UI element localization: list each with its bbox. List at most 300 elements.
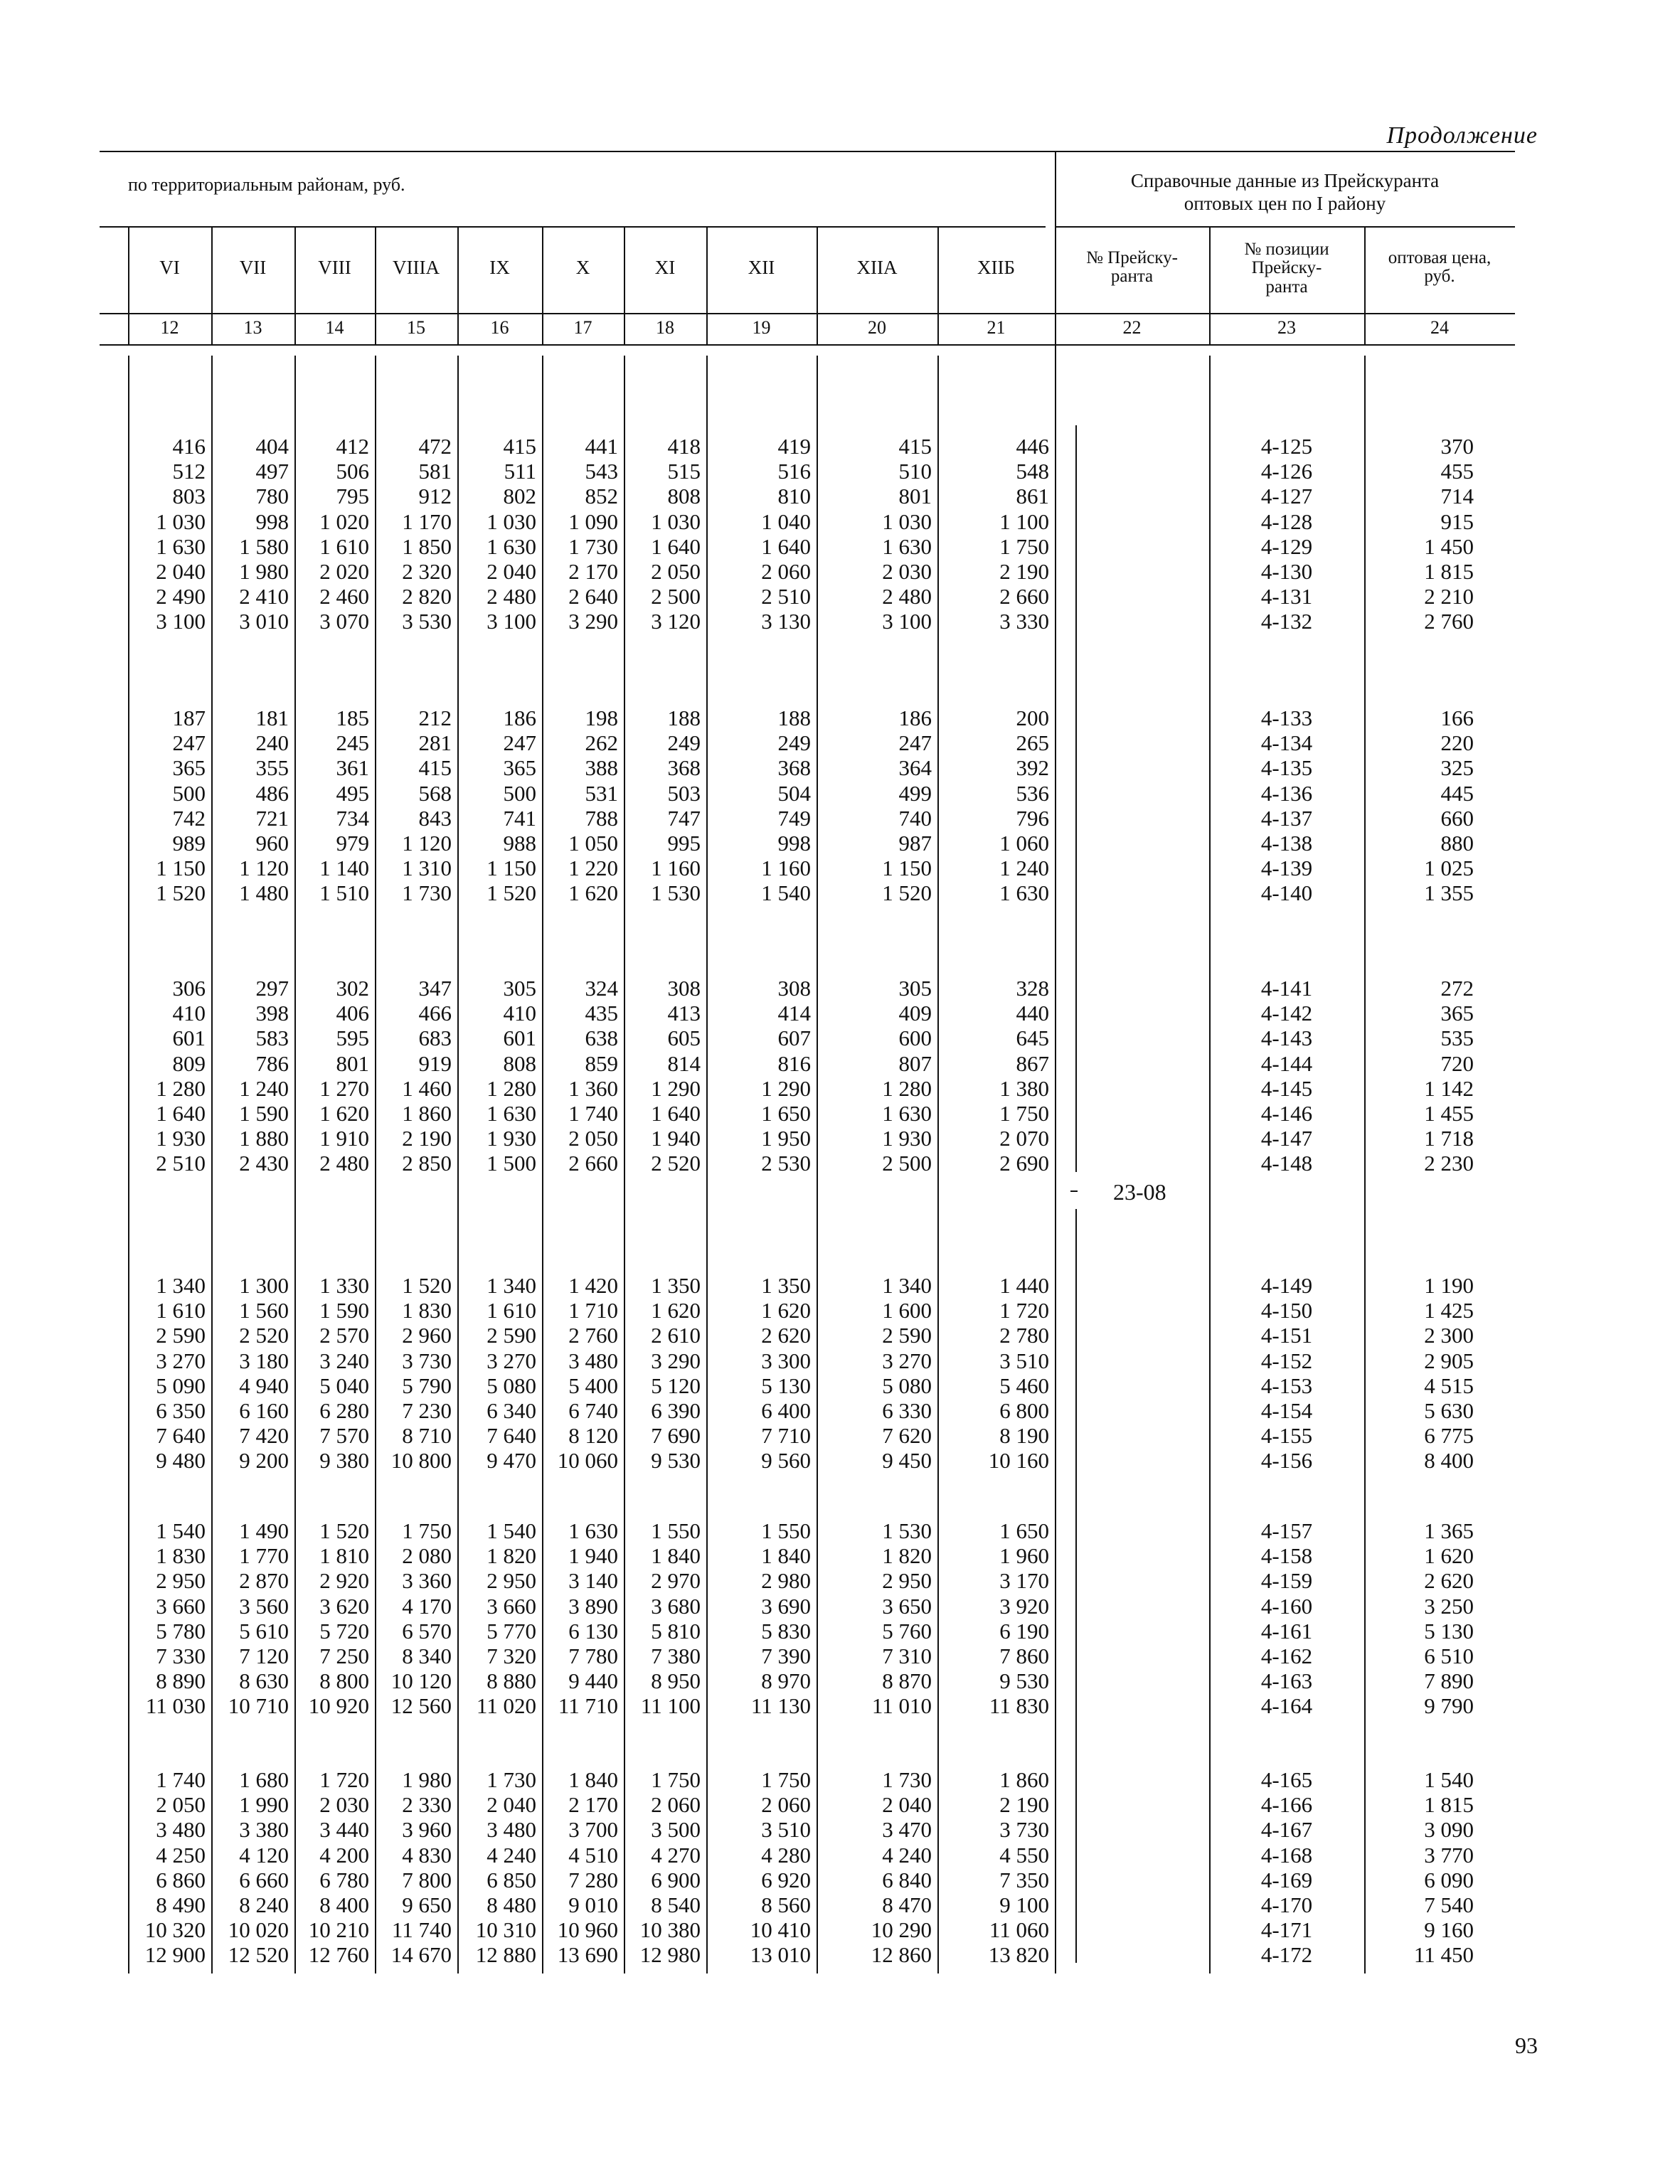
col-number-18: 18 (656, 317, 674, 338)
wholesale-price: 720 (1440, 1050, 1474, 1076)
table-cell: 10 380 (639, 1917, 701, 1943)
table-cell: 2 690 (999, 1151, 1049, 1176)
position-number: 4-148 (1260, 1151, 1313, 1176)
table-cell: 10 710 (228, 1693, 289, 1719)
col-header-20: XIIА (856, 257, 898, 278)
table-cell: 6 780 (319, 1867, 369, 1892)
table-cell: 2 430 (239, 1151, 289, 1176)
table-cell: 8 340 (402, 1644, 452, 1668)
wholesale-price: 1 190 (1424, 1273, 1474, 1298)
table-cell: 8 970 (761, 1668, 811, 1694)
table-cell: 2 820 (402, 584, 452, 609)
table-cell: 2 030 (882, 559, 932, 584)
table-cell: 2 870 (239, 1568, 289, 1594)
table-cell: 960 (255, 831, 289, 856)
table-cell: 245 (336, 730, 369, 756)
col-header-17: X (575, 257, 590, 278)
position-number: 4-155 (1260, 1423, 1313, 1449)
table-cell: 12 520 (228, 1942, 289, 1968)
table-cell: 867 (1016, 1050, 1049, 1076)
position-number: 4-140 (1260, 880, 1313, 906)
table-cell: 3 290 (568, 609, 618, 634)
table-cell: 1 750 (651, 1767, 701, 1792)
table-cell: 1 880 (239, 1126, 289, 1151)
table-cell: 2 060 (761, 1792, 811, 1818)
position-number: 4-167 (1260, 1817, 1313, 1843)
ref-col-header-24: оптовая цена, руб. (1388, 248, 1492, 287)
table-cell: 6 330 (882, 1398, 932, 1423)
table-cell: 1 490 (239, 1518, 289, 1543)
table-cell: 1 740 (156, 1767, 206, 1792)
wholesale-price: 4 515 (1424, 1373, 1474, 1398)
table-cell: 1 830 (156, 1543, 206, 1569)
wholesale-price: 455 (1440, 459, 1474, 484)
table-cell: 2 960 (402, 1323, 452, 1348)
wholesale-price: 6 090 (1424, 1867, 1474, 1892)
table-cell: 347 (418, 976, 452, 1001)
table-cell: 9 100 (999, 1892, 1049, 1917)
table-cell: 1 680 (239, 1767, 289, 1792)
table-cell: 4 280 (761, 1842, 811, 1868)
table-cell: 600 (898, 1026, 932, 1051)
wholesale-price: 1 425 (1424, 1298, 1474, 1323)
table-cell: 1 520 (156, 880, 206, 906)
table-cell: 1 480 (239, 880, 289, 906)
table-cell: 786 (255, 1050, 289, 1076)
position-number: 4-143 (1260, 1026, 1313, 1051)
position-number: 4-154 (1260, 1398, 1313, 1423)
table-cell: 2 610 (651, 1323, 701, 1348)
table-cell: 1 940 (568, 1543, 618, 1569)
table-cell: 8 400 (319, 1892, 369, 1917)
position-number: 4-162 (1260, 1644, 1313, 1668)
table-cell: 198 (585, 705, 618, 730)
table-cell: 6 390 (651, 1398, 701, 1423)
table-cell: 796 (1016, 805, 1049, 831)
table-cell: 247 (503, 730, 536, 756)
table-cell: 3 500 (651, 1817, 701, 1843)
table-cell: 683 (418, 1026, 452, 1051)
col-number-13: 13 (243, 317, 262, 338)
table-cell: 3 440 (319, 1817, 369, 1843)
table-cell: 7 780 (568, 1644, 618, 1668)
table-cell: 10 800 (390, 1448, 452, 1474)
table-cell: 536 (1016, 780, 1049, 806)
table-cell: 1 520 (487, 880, 536, 906)
table-cell: 5 790 (402, 1373, 452, 1398)
wholesale-price: 1 718 (1424, 1126, 1474, 1151)
table-cell: 10 160 (988, 1448, 1049, 1474)
price-list-number: 23-08 (1113, 1179, 1166, 1205)
table-cell: 503 (667, 780, 701, 806)
table-cell: 3 300 (761, 1348, 811, 1373)
table-cell: 9 530 (651, 1448, 701, 1474)
table-cell: 1 530 (651, 880, 701, 906)
table-cell: 12 860 (871, 1942, 932, 1968)
position-number: 4-156 (1260, 1448, 1313, 1474)
table-cell: 3 730 (402, 1348, 452, 1373)
position-number: 4-160 (1260, 1593, 1313, 1619)
table-cell: 1 840 (651, 1543, 701, 1569)
table-cell: 3 510 (999, 1348, 1049, 1373)
position-number: 4-152 (1260, 1348, 1313, 1373)
table-cell: 6 160 (239, 1398, 289, 1423)
table-cell: 1 620 (761, 1298, 811, 1323)
table-cell: 5 610 (239, 1618, 289, 1644)
table-cell: 413 (667, 1001, 701, 1026)
position-number: 4-145 (1260, 1075, 1313, 1101)
position-number: 4-141 (1260, 976, 1313, 1001)
table-cell: 1 820 (882, 1543, 932, 1569)
table-cell: 3 480 (156, 1817, 206, 1843)
table-cell: 419 (777, 434, 811, 459)
table-cell: 1 750 (999, 1101, 1049, 1126)
table-cell: 472 (418, 434, 452, 459)
table-cell: 1 860 (999, 1767, 1049, 1792)
table-cell: 3 650 (882, 1593, 932, 1619)
table-cell: 2 170 (568, 559, 618, 584)
table-cell: 3 070 (319, 609, 369, 634)
table-cell: 6 800 (999, 1398, 1049, 1423)
table-cell: 1 770 (239, 1543, 289, 1569)
table-cell: 441 (585, 434, 618, 459)
wholesale-price: 1 025 (1424, 856, 1474, 881)
position-number: 4-129 (1260, 533, 1313, 559)
table-cell: 1 290 (761, 1075, 811, 1101)
table-cell: 10 060 (557, 1448, 618, 1474)
table-cell: 7 640 (487, 1423, 536, 1449)
table-cell: 1 140 (319, 856, 369, 881)
table-cell: 1 630 (568, 1518, 618, 1543)
col-number-15: 15 (407, 317, 425, 338)
wholesale-price: 8 400 (1424, 1448, 1474, 1474)
table-cell: 4 510 (568, 1842, 618, 1868)
table-cell: 1 630 (156, 533, 206, 559)
table-cell: 3 270 (487, 1348, 536, 1373)
table-cell: 4 170 (402, 1593, 452, 1619)
table-cell: 9 010 (568, 1892, 618, 1917)
table-cell: 415 (418, 755, 452, 781)
position-number: 4-165 (1260, 1767, 1313, 1792)
table-cell: 1 640 (761, 533, 811, 559)
table-cell: 7 420 (239, 1423, 289, 1449)
table-cell: 2 070 (999, 1126, 1049, 1151)
table-cell: 8 480 (487, 1892, 536, 1917)
table-cell: 486 (255, 780, 289, 806)
brace-line-bottom (1075, 1209, 1077, 1963)
table-cell: 188 (777, 705, 811, 730)
position-number: 4-126 (1260, 459, 1313, 484)
table-cell: 1 160 (761, 856, 811, 881)
rule-colnums-top (100, 313, 1515, 314)
table-cell: 3 690 (761, 1593, 811, 1619)
table-cell: 11 020 (476, 1693, 536, 1719)
table-cell: 5 810 (651, 1618, 701, 1644)
table-cell: 1 120 (239, 856, 289, 881)
table-cell: 1 730 (402, 880, 452, 906)
wholesale-price: 1 455 (1424, 1101, 1474, 1126)
table-cell: 2 330 (402, 1792, 452, 1818)
table-cell: 2 080 (402, 1543, 452, 1569)
table-cell: 9 380 (319, 1448, 369, 1474)
table-cell: 5 760 (882, 1618, 932, 1644)
wholesale-price: 7 890 (1424, 1668, 1474, 1694)
table-cell: 11 710 (558, 1693, 618, 1719)
position-number: 4-161 (1260, 1618, 1313, 1644)
wholesale-price: 2 300 (1424, 1323, 1474, 1348)
table-cell: 412 (336, 434, 369, 459)
table-cell: 721 (255, 805, 289, 831)
wholesale-price: 1 815 (1424, 559, 1474, 584)
table-cell: 2 520 (239, 1323, 289, 1348)
ref-col-number-23: 23 (1277, 317, 1296, 338)
table-cell: 3 620 (319, 1593, 369, 1619)
wholesale-price: 6 775 (1424, 1423, 1474, 1449)
table-cell: 212 (418, 705, 452, 730)
table-cell: 4 200 (319, 1842, 369, 1868)
col-header-16: IX (489, 257, 510, 278)
table-cell: 2 950 (487, 1568, 536, 1594)
table-cell: 9 530 (999, 1668, 1049, 1694)
table-cell: 240 (255, 730, 289, 756)
table-cell: 515 (667, 459, 701, 484)
table-cell: 1 240 (999, 856, 1049, 881)
table-cell: 1 590 (239, 1101, 289, 1126)
col-number-19: 19 (752, 317, 771, 338)
table-cell: 2 530 (761, 1151, 811, 1176)
table-cell: 368 (667, 755, 701, 781)
table-cell: 1 300 (239, 1273, 289, 1298)
table-cell: 3 140 (568, 1568, 618, 1594)
table-cell: 1 150 (882, 856, 932, 881)
table-cell: 1 540 (761, 880, 811, 906)
table-cell: 2 490 (156, 584, 206, 609)
table-cell: 2 590 (156, 1323, 206, 1348)
table-cell: 1 610 (319, 533, 369, 559)
col-header-12: VI (159, 257, 180, 278)
table-cell: 807 (898, 1050, 932, 1076)
table-cell: 1 420 (568, 1273, 618, 1298)
wholesale-price: 6 510 (1424, 1644, 1474, 1668)
table-cell: 6 860 (156, 1867, 206, 1892)
table-cell: 581 (418, 459, 452, 484)
table-cell: 5 460 (999, 1373, 1049, 1398)
table-cell: 406 (336, 1001, 369, 1026)
table-cell: 9 450 (882, 1448, 932, 1474)
table-cell: 8 800 (319, 1668, 369, 1694)
table-cell: 2 640 (568, 584, 618, 609)
table-cell: 2 570 (319, 1323, 369, 1348)
table-cell: 4 240 (487, 1842, 536, 1868)
table-cell: 1 220 (568, 856, 618, 881)
table-cell: 398 (255, 1001, 289, 1026)
table-cell: 998 (777, 831, 811, 856)
table-cell: 5 040 (319, 1373, 369, 1398)
table-cell: 7 710 (761, 1423, 811, 1449)
table-cell: 7 310 (882, 1644, 932, 1668)
table-cell: 1 540 (156, 1518, 206, 1543)
table-cell: 1 100 (999, 508, 1049, 534)
table-cell: 9 440 (568, 1668, 618, 1694)
table-cell: 7 230 (402, 1398, 452, 1423)
table-cell: 1 610 (156, 1298, 206, 1323)
table-cell: 9 560 (761, 1448, 811, 1474)
table-cell: 8 630 (239, 1668, 289, 1694)
table-cell: 8 870 (882, 1668, 932, 1694)
table-cell: 2 780 (999, 1323, 1049, 1348)
table-cell: 4 240 (882, 1842, 932, 1868)
table-cell: 7 280 (568, 1867, 618, 1892)
table-cell: 998 (255, 508, 289, 534)
table-cell: 2 760 (568, 1323, 618, 1348)
col-number-16: 16 (490, 317, 509, 338)
table-cell: 4 270 (651, 1842, 701, 1868)
table-cell: 3 100 (487, 609, 536, 634)
table-cell: 510 (898, 459, 932, 484)
table-cell: 607 (777, 1026, 811, 1051)
table-cell: 987 (898, 831, 932, 856)
table-cell: 742 (172, 805, 206, 831)
position-number: 4-142 (1260, 1001, 1313, 1026)
position-number: 4-137 (1260, 805, 1313, 831)
table-cell: 3 240 (319, 1348, 369, 1373)
table-cell: 919 (418, 1050, 452, 1076)
table-cell: 2 590 (487, 1323, 536, 1348)
table-cell: 1 150 (156, 856, 206, 881)
table-cell: 859 (585, 1050, 618, 1076)
table-cell: 10 320 (144, 1917, 206, 1943)
position-number: 4-144 (1260, 1050, 1313, 1076)
table-cell: 1 950 (761, 1126, 811, 1151)
position-number: 4-164 (1260, 1693, 1313, 1719)
table-cell: 1 500 (487, 1151, 536, 1176)
wholesale-price: 9 160 (1424, 1917, 1474, 1943)
table-cell: 1 720 (999, 1298, 1049, 1323)
table-cell: 7 330 (156, 1644, 206, 1668)
table-cell: 5 080 (487, 1373, 536, 1398)
table-cell: 3 730 (999, 1817, 1049, 1843)
table-cell: 1 980 (402, 1767, 452, 1792)
table-cell: 6 350 (156, 1398, 206, 1423)
col-number-12: 12 (160, 317, 179, 338)
table-cell: 4 830 (402, 1842, 452, 1868)
table-cell: 305 (503, 976, 536, 1001)
wholesale-price: 2 620 (1424, 1568, 1474, 1594)
table-cell: 2 480 (487, 584, 536, 609)
wholesale-price: 660 (1440, 805, 1474, 831)
table-cell: 500 (172, 780, 206, 806)
table-cell: 852 (585, 484, 618, 509)
table-cell: 995 (667, 831, 701, 856)
col-number-21: 21 (987, 317, 1006, 338)
table-cell: 187 (172, 705, 206, 730)
table-cell: 5 130 (761, 1373, 811, 1398)
table-cell: 1 710 (568, 1298, 618, 1323)
table-cell: 7 320 (487, 1644, 536, 1668)
table-cell: 2 050 (156, 1792, 206, 1818)
wholesale-price: 3 770 (1424, 1842, 1474, 1868)
table-cell: 2 510 (156, 1151, 206, 1176)
table-cell: 247 (172, 730, 206, 756)
position-number: 4-159 (1260, 1568, 1313, 1594)
table-cell: 1 840 (761, 1543, 811, 1569)
position-number: 4-139 (1260, 856, 1313, 881)
table-cell: 10 960 (557, 1917, 618, 1943)
table-cell: 1 620 (568, 880, 618, 906)
wholesale-price: 915 (1440, 508, 1474, 534)
table-cell: 5 400 (568, 1373, 618, 1398)
table-cell: 543 (585, 459, 618, 484)
table-cell: 200 (1016, 705, 1049, 730)
table-cell: 6 340 (487, 1398, 536, 1423)
table-cell: 4 940 (239, 1373, 289, 1398)
table-cell: 6 660 (239, 1867, 289, 1892)
table-cell: 247 (898, 730, 932, 756)
table-cell: 12 880 (475, 1942, 536, 1968)
table-cell: 512 (172, 459, 206, 484)
table-cell: 3 470 (882, 1817, 932, 1843)
table-cell: 2 850 (402, 1151, 452, 1176)
table-cell: 843 (418, 805, 452, 831)
table-cell: 801 (898, 484, 932, 509)
table-cell: 181 (255, 705, 289, 730)
col-number-14: 14 (325, 317, 344, 338)
table-cell: 605 (667, 1026, 701, 1051)
table-cell: 1 540 (487, 1518, 536, 1543)
table-cell: 1 050 (568, 831, 618, 856)
table-cell: 324 (585, 976, 618, 1001)
districts-title: по территориальным районам, руб. (128, 174, 405, 195)
table-cell: 3 360 (402, 1568, 452, 1594)
table-cell: 1 090 (568, 508, 618, 534)
rule-subheader-ref (1055, 226, 1515, 228)
table-cell: 1 310 (402, 856, 452, 881)
table-cell: 10 020 (228, 1917, 289, 1943)
table-cell: 3 480 (487, 1817, 536, 1843)
table-cell: 8 470 (882, 1892, 932, 1917)
table-cell: 297 (255, 976, 289, 1001)
table-cell: 780 (255, 484, 289, 509)
table-cell: 2 590 (882, 1323, 932, 1348)
table-cell: 1 040 (761, 508, 811, 534)
table-cell: 8 490 (156, 1892, 206, 1917)
table-cell: 249 (777, 730, 811, 756)
table-cell: 2 920 (319, 1568, 369, 1594)
wholesale-price: 5 630 (1424, 1398, 1474, 1423)
position-number: 4-132 (1260, 609, 1313, 634)
table-cell: 1 600 (882, 1298, 932, 1323)
wholesale-price: 220 (1440, 730, 1474, 756)
wholesale-price: 2 210 (1424, 584, 1474, 609)
position-number: 4-170 (1260, 1892, 1313, 1917)
rule-colnums-bottom (100, 344, 1515, 346)
table-cell: 979 (336, 831, 369, 856)
table-cell: 249 (667, 730, 701, 756)
wholesale-price: 2 905 (1424, 1348, 1474, 1373)
table-cell: 1 730 (882, 1767, 932, 1792)
table-cell: 435 (585, 1001, 618, 1026)
table-cell: 506 (336, 459, 369, 484)
col-number-20: 20 (868, 317, 886, 338)
table-cell: 7 620 (882, 1423, 932, 1449)
table-cell: 2 040 (156, 559, 206, 584)
table-cell: 466 (418, 1001, 452, 1026)
position-number: 4-157 (1260, 1518, 1313, 1543)
table-cell: 306 (172, 976, 206, 1001)
table-cell: 499 (898, 780, 932, 806)
table-cell: 4 250 (156, 1842, 206, 1868)
table-cell: 3 560 (239, 1593, 289, 1619)
